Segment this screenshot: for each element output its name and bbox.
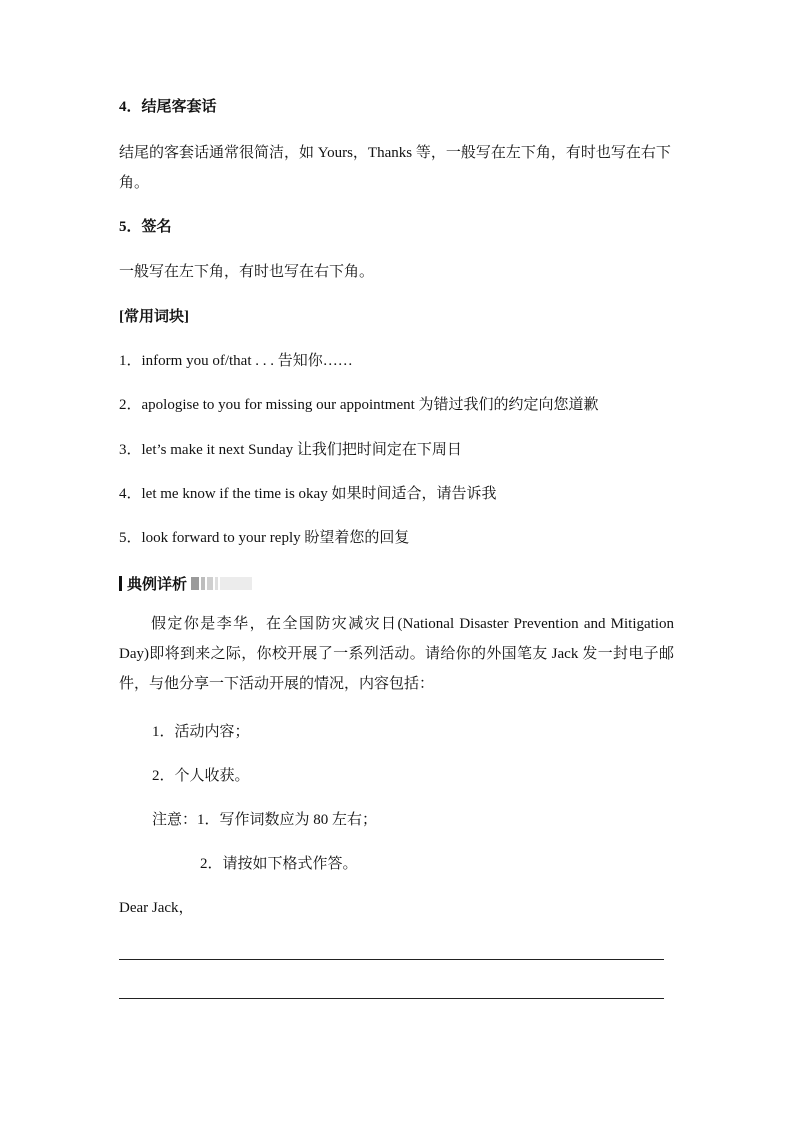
example-section-header xyxy=(119,573,254,593)
answer-line xyxy=(119,998,664,999)
section-decoration xyxy=(191,577,254,590)
example-point: 2．个人收获。 xyxy=(152,768,250,784)
phrase-item: 3．let’s make it next Sunday 让我们把时间定在下周日 xyxy=(119,442,462,458)
phrase-item: 1．inform you of/that . . . 告知你…… xyxy=(119,353,353,369)
phrase-item: 4．let me know if the time is okay 如果时间适合，请告诉我 xyxy=(119,486,497,502)
section-marker-bar xyxy=(119,576,122,591)
example-section-title: 典例详析 xyxy=(127,574,188,593)
answer-line xyxy=(119,959,664,960)
phrase-item: 2．apologise to you for missing our appointment 为错过我们的约定向您道歉 xyxy=(119,397,599,413)
letter-salutation: Dear Jack， xyxy=(119,900,194,916)
example-point: 1．活动内容； xyxy=(152,724,250,740)
example-prompt: 假定你是李华，在全国防灾减灾日(National Disaster Prevention and Mitigation Day)即将到来之际，你校开展了一系列活动。请给你的外国笔友 Jack 发一封电子邮件，与他分享一下活动开展的情况，内容包括： xyxy=(119,616,674,692)
phrase-item: 5．look forward to your reply 盼望着您的回复 xyxy=(119,530,410,546)
example-note: 2．请按如下格式作答。 xyxy=(200,856,358,872)
signature-heading: 5．签名 xyxy=(119,219,172,235)
closing-body: 结尾的客套话通常很简洁，如 Yours，Thanks 等，一般写在左下角，有时也写在右下角。 xyxy=(119,145,671,191)
phrases-heading: [常用词块] xyxy=(119,309,189,325)
signature-body: 一般写在左下角，有时也写在右下角。 xyxy=(119,264,375,280)
example-note: 注意：1．写作词数应为 80 左右； xyxy=(152,812,378,828)
closing-heading: 4．结尾客套话 xyxy=(119,99,217,115)
